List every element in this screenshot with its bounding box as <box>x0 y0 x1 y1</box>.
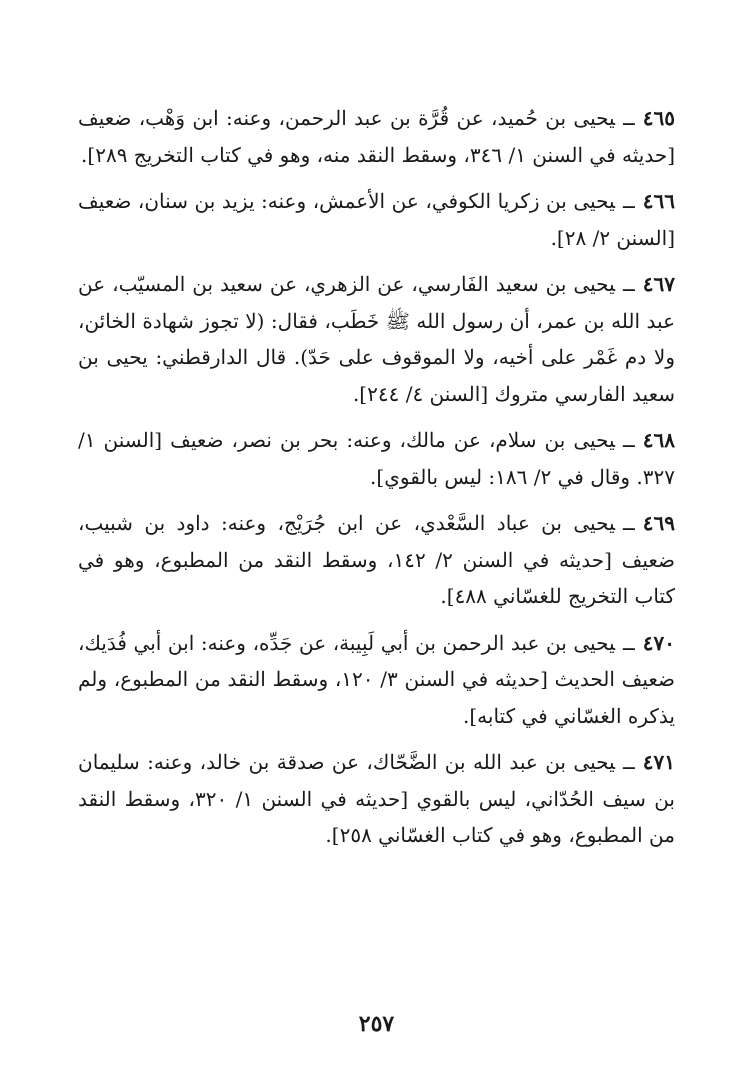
entry-text: يحيى بن حُميد، عن قُرَّة بن عبد الرحمن، وعنه: ابن وَهْب، ضعيف [حديثه في السنن ١/ ٣٤٦، وسقط النقد منه، وهو في كتاب التخريج ٢٨٩]. <box>78 106 675 167</box>
entry-number: ٤٦٦ <box>642 189 675 213</box>
entry-text: يحيى بن عبد الرحمن بن أبي لَبِيبة، عن جَدِّه، وعنه: ابن أبي فُدَيك، ضعيف الحديث [حديثه في السنن ٣/ ١٢٠، وسقط النقد من المطبوع، ولم يذكره الغسّاني في كتابه]. <box>78 630 675 728</box>
entry-dash: ــ <box>623 189 635 213</box>
entry-466 <box>78 183 675 256</box>
entry-dash: ــ <box>623 272 635 296</box>
entry-dash: ــ <box>623 750 635 774</box>
entry-469 <box>78 505 675 615</box>
entry-number: ٤٦٧ <box>642 272 675 296</box>
entry-text: يحيى بن زكريا الكوفي، عن الأعمش، وعنه: يزيد بن سنان، ضعيف [السنن ٢/ ٢٨]. <box>78 189 675 250</box>
entry-number: ٤٧١ <box>642 750 675 774</box>
entry-470 <box>78 625 675 735</box>
entry-number: ٤٦٨ <box>642 428 675 452</box>
entry-text: يحيى بن عباد السَّعْدي، عن ابن جُرَيْج، وعنه: داود بن شبيب، ضعيف [حديثه في السنن ٢/ ١٤٢، وسقط النقد من المطبوع، وهو في كتاب التخريج للغسّاني ٤٨٨]. <box>78 511 675 608</box>
entry-dash: ــ <box>623 511 635 535</box>
entry-number: ٤٧٠ <box>642 630 675 655</box>
entry-text: يحيى بن سلام، عن مالك، وعنه: بحر بن نصر، ضعيف [السنن ١/ ٣٢٧. وقال في ٢/ ١٨٦: ليس بالقوي]. <box>78 428 675 489</box>
entry-467 <box>78 266 675 412</box>
entry-number: ٤٦٩ <box>642 511 675 535</box>
entry-471 <box>78 744 675 854</box>
page-number: ٢٥٧ <box>358 1011 395 1037</box>
entry-text: يحيى بن عبد الله بن الضَّحّاك، عن صدقة بن خالد، وعنه: سليمان بن سيف الحُدّاني، ليس بالقوي [حديثه في السنن ١/ ٣٢٠، وسقط النقد من المطبوع، وهو في كتاب الغسّاني ٢٥٨]. <box>78 750 675 847</box>
entry-dash: ــ <box>623 630 635 655</box>
entry-dash: ــ <box>623 106 635 130</box>
entry-465 <box>78 100 675 173</box>
entry-number: ٤٦٥ <box>642 106 676 130</box>
entry-text: يحيى بن سعيد الفَارسي، عن الزهري، عن سعيد بن المسيّب، عن عبد الله بن عمر، أن رسول الله ﷺ خَطَب، فقال: (لا تجوز شهادة الخائن، ولا دم غَمْر على أخيه، ولا الموقوف على حَدّ). قال الدارقطني: يحيى بن سعيد الفارسي متروك [السنن ٤/ ٢٤٤]. <box>78 272 675 406</box>
entry-dash: ــ <box>623 428 635 452</box>
entries-list <box>78 100 675 864</box>
entry-468 <box>78 422 675 495</box>
